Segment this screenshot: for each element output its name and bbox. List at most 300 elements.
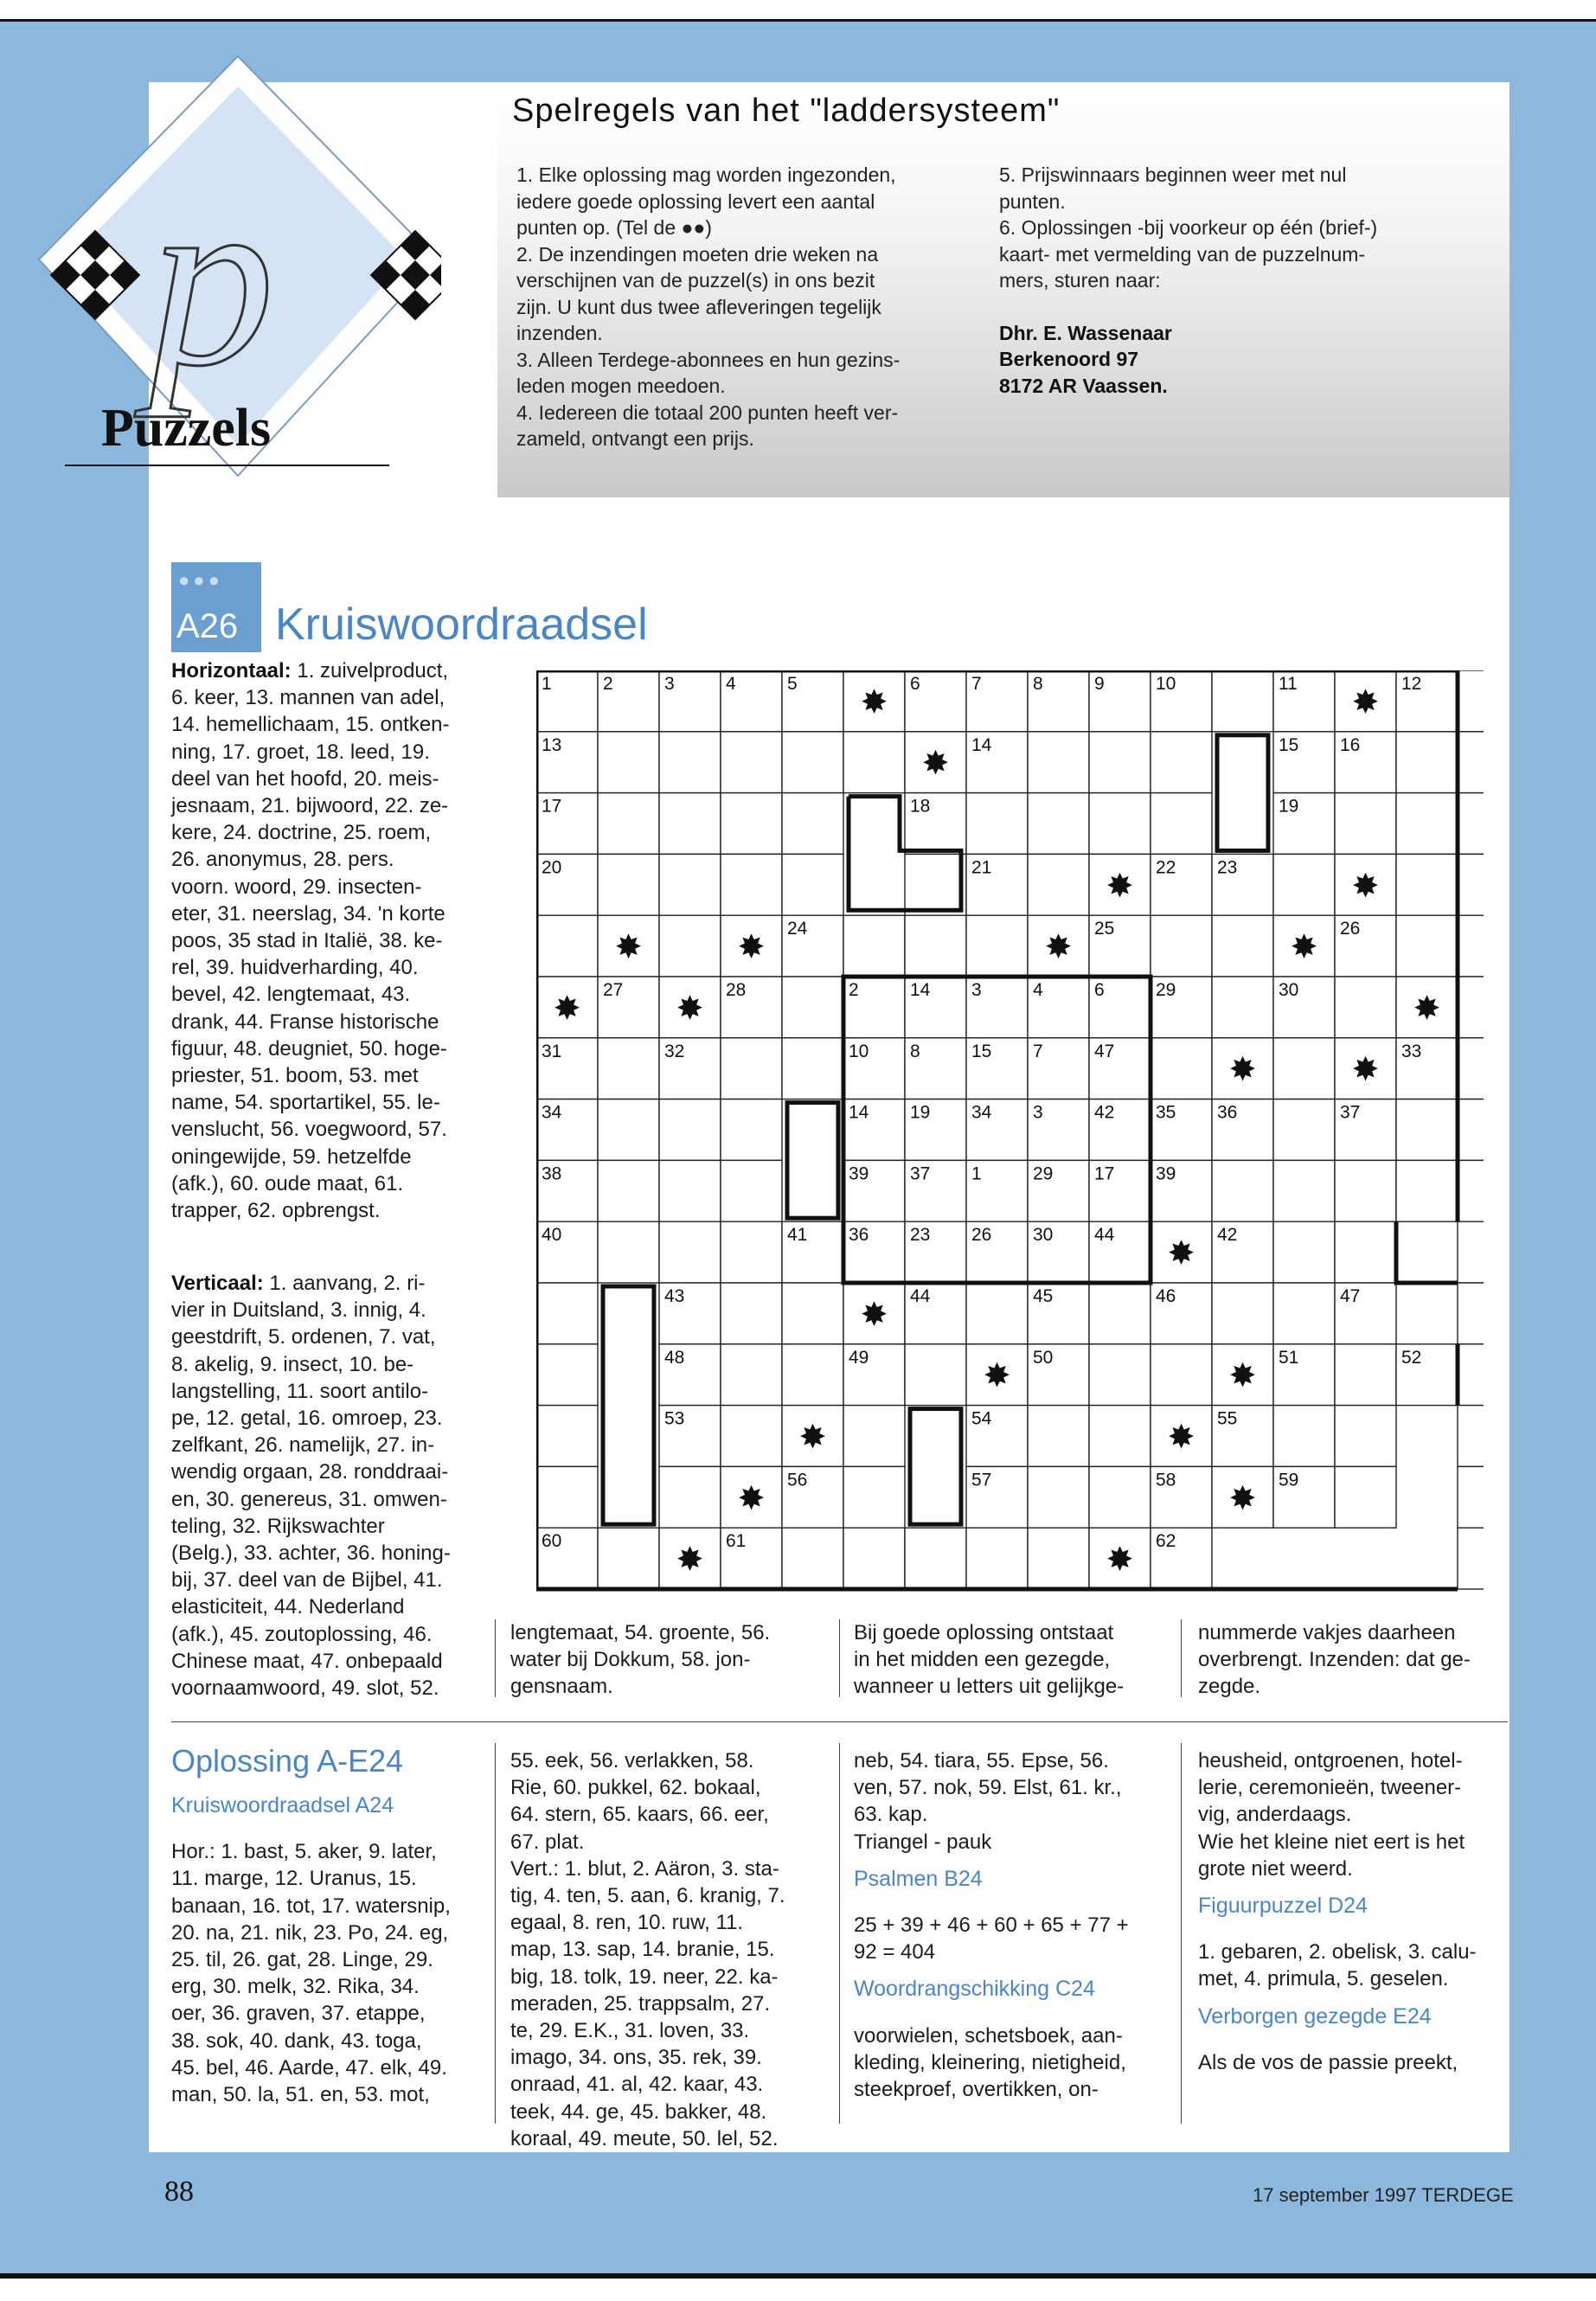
rules-line: iedere goede oplossing levert een aantal (516, 189, 875, 213)
instruction-line: zegde. (1198, 1675, 1261, 1699)
grid-cell (1396, 854, 1458, 915)
clue-line: oningewijde, 59. hetzelfde (171, 1144, 412, 1169)
grid-cell (1273, 1099, 1335, 1161)
solution-line: 20. na, 21. nik, 23. Po, 24. eg, (171, 1920, 449, 1945)
star-icon: ✸ (553, 989, 581, 1028)
cell-number: 58 (1156, 1470, 1176, 1490)
star-icon: ✸ (1290, 927, 1318, 966)
grid-cell (1212, 1160, 1273, 1221)
cell-number: 23 (910, 1225, 931, 1246)
rules-line: 6. Oplossingen -bij voorkeur op één (brief-) (999, 216, 1378, 239)
instruction-line: wanneer u letters uit gelijkge- (854, 1675, 1125, 1699)
cell-number: 39 (1156, 1163, 1176, 1184)
clue-line: (Belg.), 33. achter, 36. honing- (171, 1541, 451, 1566)
cell-number: 7 (971, 674, 982, 694)
clue-line: eter, 31. neerslag, 34. 'n korte (171, 901, 445, 926)
clue-line: voornaamwoord, 49. slot, 52. (171, 1676, 439, 1701)
grid-cell (1028, 793, 1089, 855)
solution-line: voorwielen, schetsboek, aan- (854, 2023, 1123, 2048)
grid-cell (598, 732, 659, 793)
address-line: Berkenoord 97 (999, 348, 1139, 370)
solution-line: map, 13. sap, 14. branie, 15. (510, 1938, 775, 1962)
solution-line: te, 29. E.K., 31. loven, 33. (510, 2019, 750, 2043)
cell-number: 48 (664, 1347, 685, 1368)
grid-cell (1458, 1160, 1484, 1221)
solution-line: 64. stern, 65. kaars, 66. eer, (510, 1803, 769, 1827)
clue-line: voorn. woord, 29. insecten- (171, 875, 422, 899)
cell-number: 47 (1340, 1286, 1361, 1306)
clue-line: trapper, 62. opbrengst. (171, 1199, 381, 1223)
grid-cell (1089, 1406, 1151, 1467)
grid-cell (905, 1528, 966, 1589)
clue-line: figuur, 48. deugniet, 50. hoge- (171, 1036, 447, 1061)
grid-cell (1396, 732, 1458, 793)
solution-line: egaal, 8. ren, 10. ruw, 11. (510, 1911, 744, 1935)
grid-cell (1458, 670, 1484, 732)
grid-cell (1212, 670, 1273, 732)
puzzle-badge (171, 562, 261, 652)
clue-line: (afk.), 45. zoutoplossing, 46. (171, 1622, 433, 1646)
instruction-line: Bij goede oplossing ontstaat (854, 1621, 1114, 1644)
column-separator (495, 1619, 496, 1697)
cell-number: 37 (910, 1163, 931, 1184)
star-icon: ✸ (1413, 989, 1441, 1028)
cell-number: 10 (1156, 674, 1176, 694)
cell-number: 9 (1094, 674, 1105, 694)
cell-number: 14 (971, 734, 992, 755)
frame-left (0, 22, 19, 2274)
column-separator (1181, 1619, 1182, 1697)
grid-cell (659, 1160, 721, 1221)
rules-line: zijn. U kunt dus twee afleveringen tegelijk (516, 295, 881, 318)
solution-line: big, 18. tolk, 19. neer, 22. ka- (510, 1965, 779, 1989)
grid-cell (1335, 1466, 1396, 1528)
grid-border (1396, 1221, 1458, 1283)
grid-cell (782, 1344, 843, 1406)
cell-number: 17 (542, 796, 562, 817)
rules-line: inzenden. (516, 322, 603, 344)
grid-cell (536, 1283, 598, 1344)
solution-line: oer, 36. graven, 37. etappe, (171, 2002, 426, 2026)
solution-line: 38. sok, 40. dank, 43. toga, (171, 2029, 422, 2053)
grid-cell (905, 854, 966, 915)
star-icon: ✸ (1044, 927, 1073, 966)
star-icon: ✸ (1167, 1418, 1195, 1456)
cell-number: 41 (787, 1225, 808, 1246)
cell-number: 32 (664, 1041, 685, 1061)
rules-line: mers, sturen naar: (999, 269, 1161, 292)
solution-subheading: Woordrangschikking C24 (854, 1977, 1095, 2002)
rules-line: punten op. (Tel de ●●) (516, 216, 712, 239)
frame-bottom-band (19, 2152, 1579, 2273)
clue-line: water bij Dokkum, 58. jon- (510, 1648, 751, 1672)
star-icon: ✸ (676, 1540, 704, 1579)
grid-cell (659, 1466, 721, 1528)
cell-number: 17 (1094, 1163, 1115, 1184)
cell-number: 49 (849, 1347, 869, 1368)
grid-cell (536, 1406, 598, 1467)
clue-line: bij, 37. deel van de Bijbel, 41. (171, 1568, 443, 1593)
grid-cell (598, 854, 659, 915)
solution-line: lerie, ceremonieën, tweener- (1198, 1776, 1462, 1800)
clue-line: 26. anonymus, 28. pers. (171, 848, 394, 872)
solution-subheading: Kruiswoordraadsel A24 (171, 1793, 394, 1817)
issue-date: 17 september 1997 TERDEGE (1253, 2184, 1514, 2206)
grid-cell (659, 854, 721, 915)
grid-cell (1458, 1344, 1484, 1406)
clue-line: venslucht, 56. voegwoord, 57. (171, 1118, 447, 1142)
cell-number: 61 (726, 1531, 747, 1552)
cell-number: 52 (1401, 1347, 1422, 1368)
clue-line: jesnaam, 21. bijwoord, 22. ze- (171, 794, 449, 818)
solution-line: met, 4. primula, 5. geselen. (1198, 1967, 1449, 1991)
inner-bar (1217, 735, 1268, 851)
cell-number: 42 (1217, 1225, 1238, 1246)
grid-cell (1396, 793, 1458, 855)
solution-line: steekproef, overtikken, on- (854, 2078, 1099, 2102)
solution-line: vig, anderdaags. (1198, 1803, 1352, 1827)
inner-bar (910, 1409, 961, 1525)
cell-number: 1 (542, 674, 552, 694)
difficulty-dots: ●●● (178, 569, 223, 591)
cell-number: 6 (1094, 980, 1105, 1000)
solution-title: Oplossing A-E24 (171, 1743, 404, 1779)
cell-number: 57 (971, 1470, 992, 1490)
cell-number: 14 (849, 1102, 869, 1123)
star-icon: ✸ (614, 927, 643, 966)
clue-line: 8. akelig, 9. insect, 10. be- (171, 1352, 414, 1376)
instruction-line: in het midden een gezegde, (854, 1648, 1111, 1672)
horizontal-clues (171, 657, 517, 1224)
grid-cell (1335, 1406, 1396, 1467)
star-icon: ✸ (1228, 1356, 1257, 1395)
grid-cell (1458, 854, 1484, 915)
star-icon: ✸ (860, 1295, 888, 1334)
cell-number: 28 (726, 980, 747, 1000)
grid-cell (1273, 1221, 1335, 1283)
grid-cell (1089, 1344, 1151, 1406)
cell-number: 20 (542, 857, 562, 878)
grid-cell (536, 1466, 598, 1528)
grid-cell (1212, 915, 1273, 977)
grid-cell (659, 915, 721, 977)
crossword-grid (536, 670, 1484, 1592)
cell-number: 3 (971, 980, 982, 1000)
rules-line: leden mogen meedoen. (516, 375, 726, 397)
clue-line: poos, 35 stad in Italië, 38. ke- (171, 929, 443, 953)
solution-line: onraad, 41. al, 42. kaar, 43. (510, 2073, 764, 2097)
solution-line: man, 50. la, 51. en, 53. mot, (171, 2083, 430, 2107)
cell-number: 8 (1033, 674, 1043, 694)
rules-line: punten. (999, 189, 1066, 213)
grid-cell (966, 915, 1028, 977)
solution-line: 63. kap. (854, 1803, 928, 1827)
cell-number: 19 (1279, 796, 1299, 817)
clue-line: pe, 12. getal, 16. omroep, 23. (171, 1407, 443, 1431)
solution-line: 25 + 39 + 46 + 60 + 65 + 77 + (854, 1913, 1129, 1938)
cell-number: 4 (726, 674, 736, 694)
star-icon: ✸ (1106, 866, 1134, 905)
clue-line: 6. keer, 13. mannen van adel, (171, 686, 445, 710)
grid-cell (1458, 732, 1484, 793)
clue-line: ning, 17. groet, 18. leed, 19. (171, 740, 430, 764)
grid-cell (1273, 854, 1335, 915)
grid-cell (721, 1221, 782, 1283)
grid-cell (1458, 793, 1484, 855)
page-number: 88 (164, 2176, 194, 2208)
star-icon: ✸ (1351, 683, 1380, 721)
clue-continuation (510, 1619, 804, 1701)
cell-number: 51 (1279, 1347, 1299, 1368)
grid-cell (843, 1528, 905, 1589)
solution-line: imago, 34. ons, 35. rek, 39. (510, 2046, 762, 2070)
section-divider (171, 1721, 1508, 1722)
cell-number: 16 (1340, 734, 1361, 755)
grid-cell (782, 1283, 843, 1344)
cell-number: 19 (910, 1102, 931, 1123)
rules-right-column (999, 162, 1484, 399)
grid-cell (966, 1283, 1028, 1344)
column-separator (495, 1743, 496, 2124)
cell-number: 45 (1033, 1286, 1054, 1306)
grid-cell (1396, 1160, 1458, 1221)
clue-line: 1. zuivelproduct, (291, 659, 449, 683)
solution-line: Triangel - pauk (854, 1830, 992, 1854)
grid-cell (1089, 732, 1151, 793)
grid-cell (1273, 1160, 1335, 1221)
grid-cell (659, 793, 721, 855)
cell-number: 55 (1217, 1408, 1238, 1429)
cell-number: 62 (1156, 1531, 1176, 1552)
horizontal-label: Horizontaal: (171, 659, 292, 683)
grid-cell (1028, 1466, 1089, 1528)
cell-number: 6 (910, 674, 920, 694)
grid-cell (1458, 915, 1484, 977)
cell-number: 21 (971, 857, 992, 878)
grid-cell (1458, 1038, 1484, 1099)
grid-cell (1458, 1283, 1484, 1344)
cell-number: 8 (910, 1041, 920, 1061)
solution-subheading: Psalmen B24 (854, 1866, 983, 1891)
grid-cell (721, 1344, 782, 1406)
grid-cell (721, 793, 782, 855)
solution-line: Als de vos de passie preekt, (1198, 2050, 1458, 2074)
star-icon: ✸ (798, 1418, 827, 1456)
grid-cell (1089, 793, 1151, 855)
star-icon: ✸ (1106, 1540, 1134, 1579)
star-icon: ✸ (737, 927, 766, 966)
column-separator (1181, 1743, 1182, 2124)
cell-number: 10 (849, 1041, 869, 1061)
cell-number: 5 (787, 674, 798, 694)
cell-number: 35 (1156, 1102, 1176, 1123)
vertical-label: Verticaal: (171, 1272, 264, 1295)
clue-line: teling, 32. Rijkswachter (171, 1514, 385, 1538)
grid-cell (721, 732, 782, 793)
grid-cell (782, 854, 843, 915)
solution-line: 92 = 404 (854, 1940, 936, 1965)
cell-number: 29 (1033, 1163, 1054, 1184)
grid-cell (598, 1528, 659, 1589)
rules-line: 2. De inzendingen moeten drie weken na (516, 242, 879, 266)
star-icon: ✸ (1167, 1234, 1195, 1272)
instruction-text (1198, 1619, 1505, 1701)
cell-number: 46 (1156, 1286, 1176, 1306)
cell-number: 34 (542, 1102, 562, 1123)
grid-cell (721, 1406, 782, 1467)
frame-right (1579, 22, 1596, 2274)
solution-line: koraal, 49. meute, 50. lel, 52. (510, 2126, 779, 2150)
grid-cell (536, 1344, 598, 1406)
solution-line: ven, 57. nok, 59. Elst, 61. kr., (854, 1776, 1122, 1800)
solution-subheading: Verborgen gezegde E24 (1198, 2003, 1432, 2029)
solution-line: teek, 44. ge, 45. bakker, 48. (510, 2099, 767, 2124)
grid-cell (843, 732, 905, 793)
star-icon: ✸ (1228, 1478, 1257, 1517)
cell-number: 15 (1279, 734, 1299, 755)
cell-number: 2 (603, 674, 613, 694)
clue-line: name, 54. sportartikel, 55. le- (171, 1091, 440, 1115)
clue-line: lengtemaat, 54. groente, 56. (510, 1621, 771, 1644)
grid-cell (1212, 977, 1273, 1038)
grid-cell (1458, 1466, 1484, 1528)
instruction-line: overbrengt. Inzenden: dat ge- (1198, 1648, 1471, 1672)
cell-number: 47 (1094, 1041, 1115, 1061)
grid-cell (721, 1283, 782, 1344)
rules-line: zameld, ontvangt een prijs. (516, 427, 754, 450)
clue-line: 14. hemellichaam, 15. ontken- (171, 713, 450, 737)
grid-cell (598, 1099, 659, 1161)
star-icon: ✸ (983, 1356, 1011, 1395)
puzzle-code: A26 (176, 607, 239, 645)
clue-line: deel van het hoofd, 20. meis- (171, 766, 439, 791)
cell-number: 36 (849, 1225, 869, 1246)
clue-line: 1. aanvang, 2. ri- (263, 1272, 426, 1295)
grid-cell (1273, 1406, 1335, 1467)
grid-cell (1028, 1528, 1089, 1589)
solution-column-4 (1198, 1747, 1509, 2076)
grid-cell (1089, 1283, 1151, 1344)
grid-cell (1151, 1344, 1212, 1406)
star-icon: ✸ (737, 1478, 766, 1517)
clue-line: wendig orgaan, 28. ronddraai- (171, 1460, 449, 1484)
instruction-text (854, 1619, 1170, 1701)
clue-line: gensnaam. (510, 1675, 613, 1699)
grid-cell (598, 793, 659, 855)
instruction-line: nummerde vakjes daarheen (1198, 1621, 1456, 1644)
clue-line: (afk.), 60. oude maat, 61. (171, 1171, 404, 1195)
puzzels-logo (35, 52, 441, 484)
cell-number: 37 (1340, 1102, 1361, 1123)
solution-line: Vert.: 1. blut, 2. Aäron, 3. sta- (510, 1856, 779, 1881)
cell-number: 53 (664, 1408, 685, 1429)
grid-cell (782, 977, 843, 1038)
cell-number: 60 (542, 1531, 562, 1552)
grid-cell (782, 793, 843, 855)
grid-cell (1396, 1099, 1458, 1161)
cell-number: 59 (1279, 1470, 1299, 1490)
puzzle-title: Kruiswoordraadsel (275, 599, 648, 650)
cell-number: 43 (664, 1286, 685, 1306)
cell-number: 38 (542, 1163, 562, 1184)
grid-cell (721, 1160, 782, 1221)
grid-cell (905, 1344, 966, 1406)
solution-line: Wie het kleine niet eert is het (1198, 1830, 1465, 1854)
cell-number: 30 (1279, 980, 1299, 1000)
solution-column-2 (510, 1747, 822, 2152)
grid-cell (1028, 732, 1089, 793)
bottom-rule (0, 2273, 1596, 2279)
address-line: 8172 AR Vaassen. (999, 374, 1168, 397)
solution-subheading: Figuurpuzzel D24 (1198, 1894, 1368, 1919)
solution-line: meraden, 25. trappsalm, 27. (510, 1991, 771, 2016)
star-icon: ✸ (1351, 866, 1380, 905)
clue-line: Chinese maat, 47. onbepaald (171, 1649, 443, 1673)
grid-cell (721, 854, 782, 915)
grid-cell (598, 1038, 659, 1099)
cell-number: 25 (1094, 919, 1115, 939)
grid-cell (1396, 915, 1458, 977)
star-icon: ✸ (676, 989, 704, 1028)
cell-number: 44 (1094, 1225, 1115, 1246)
grid-cell (782, 1038, 843, 1099)
cell-number: 22 (1156, 857, 1176, 878)
clue-line: langstelling, 11. soort antilo- (171, 1379, 429, 1403)
cell-number: 3 (664, 674, 675, 694)
clue-line: kere, 24. doctrine, 25. roem, (171, 821, 432, 845)
grid-cell (721, 1099, 782, 1161)
grid-cell (1335, 793, 1396, 855)
grid-cell (966, 793, 1028, 855)
star-icon: ✸ (860, 683, 888, 721)
cell-number: 4 (1033, 980, 1043, 1000)
grid-cell (1151, 793, 1212, 855)
grid-cell (598, 1221, 659, 1283)
solution-line: banaan, 16. tot, 17. watersnip, (171, 1894, 451, 1918)
grid-cell (536, 915, 598, 977)
solution-line: Rie, 60. pukkel, 62. bokaal, (510, 1776, 761, 1800)
solution-line: tig, 4. ten, 5. aan, 6. kranig, 7. (510, 1884, 785, 1908)
star-icon: ✸ (1228, 1050, 1257, 1089)
logo-word: Puzzels (100, 399, 272, 458)
cell-number: 7 (1033, 1041, 1043, 1061)
cell-number: 31 (542, 1041, 562, 1061)
grid-cell (1028, 1406, 1089, 1467)
grid-cell (1335, 1221, 1396, 1283)
cell-number: 2 (849, 980, 859, 1000)
grid-cell (659, 732, 721, 793)
grid-cell (1151, 1038, 1212, 1099)
logo-letter: p (149, 140, 275, 418)
solution-line: kleding, kleinering, nietigheid, (854, 2050, 1126, 2074)
grid-cell (1335, 1160, 1396, 1221)
grid-cell (1458, 1406, 1484, 1467)
column-separator (839, 1743, 840, 2124)
solution-column-1 (171, 1792, 483, 2108)
cell-number: 33 (1401, 1041, 1422, 1061)
grid-cell (659, 1221, 721, 1283)
grid-cell (1089, 1466, 1151, 1528)
grid-cell (966, 1528, 1028, 1589)
clue-line: bevel, 42. lengtemaat, 43. (171, 983, 411, 1007)
cell-number: 39 (849, 1163, 869, 1184)
rules-line: 4. Iedereen die totaal 200 punten heeft ver- (516, 401, 899, 424)
cell-number: 3 (1033, 1102, 1043, 1123)
grid-cell (1458, 1528, 1484, 1589)
grid-cell (1335, 977, 1396, 1038)
cell-number: 44 (910, 1286, 931, 1306)
cell-number: 18 (910, 796, 931, 817)
